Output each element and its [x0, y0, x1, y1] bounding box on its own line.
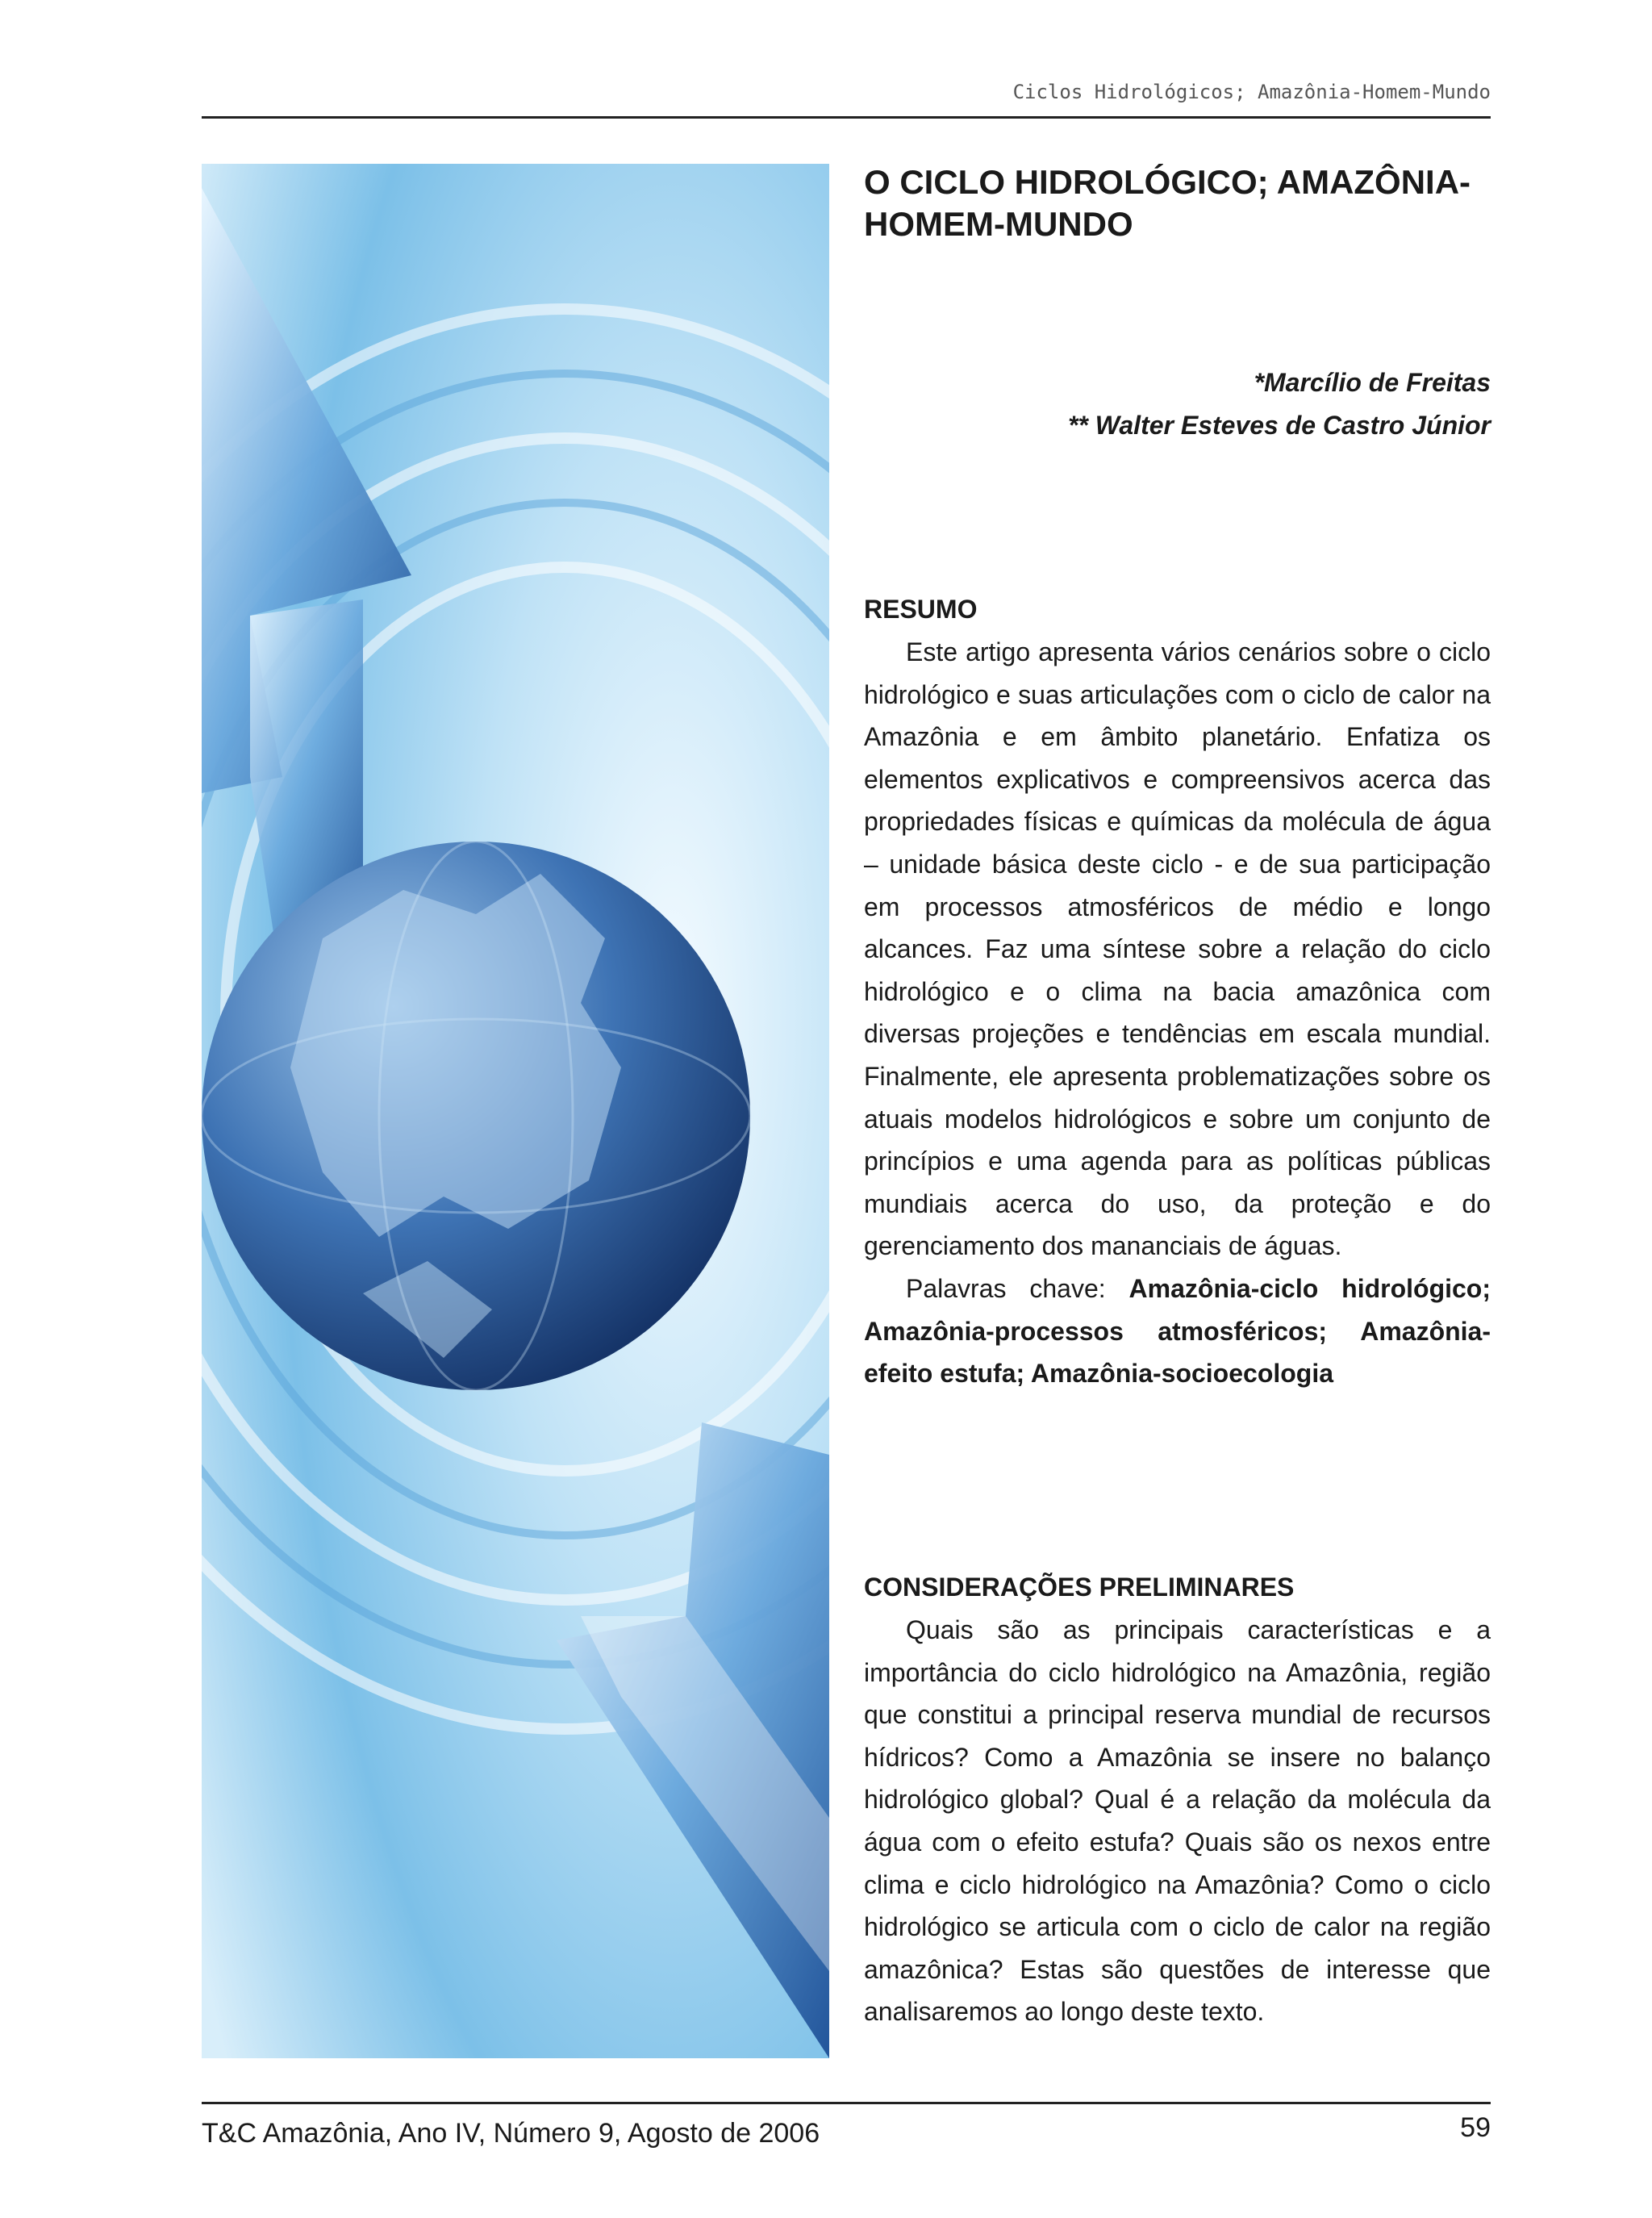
abstract-text: Este artigo apresenta vários cenários sobre o ciclo hidrológico e suas articulações com o ciclo de calor na Amazônia e em âmbito planetário. Enfatiza os elementos explicativos e compreensivos acerca das propriedades físicas e químicas da molécula de água – unidade básica deste ciclo - e de sua participação em processos atmosféricos de médio e longo alcances. Faz uma síntese sobre a relação do ciclo hidrológico e o clima na bacia amazônica com diversas projeções e tendências em escala mundial. Finalmente, ele apresenta problematizações sobre os atuais modelos hidrológicos e sobre um conjunto de princípios e uma agenda para as políticas públicas mundiais acerca do uso, da proteção e do gerenciamento dos mananciais de águas. [864, 637, 1491, 1261]
author-primary: *Marcílio de Freitas [1254, 368, 1491, 397]
header-rule [202, 116, 1491, 119]
preliminary-section [864, 1566, 1491, 2033]
page-number: 59 [1460, 2112, 1491, 2143]
journal-citation: T&C Amazônia, Ano IV, Número 9, Agosto de 2006 [202, 2118, 820, 2149]
keywords-values: Amazônia-ciclo hidrológico; Amazônia-processos atmosféricos; Amazônia-efeito estufa; Amazônia-socioecologia [864, 1273, 1491, 1389]
article-title: O CICLO HIDROLÓGICO; AMAZÔNIA-HOMEM-MUNDO [864, 163, 1471, 243]
author-list [864, 361, 1491, 447]
globe-arrows-illustration [202, 164, 829, 2058]
running-head: Ciclos Hidrológicos; Amazônia-Homem-Mundo [1012, 81, 1491, 103]
footer-rule [202, 2102, 1491, 2104]
abstract-heading: RESUMO [864, 595, 978, 624]
preliminary-heading: CONSIDERAÇÕES PRELIMINARES [864, 1573, 1295, 1602]
author-secondary: ** Walter Esteves de Castro Júnior [1067, 411, 1491, 440]
preliminary-text: Quais são as principais características e a importância do ciclo hidrológico na Amazônia, região que constitui a principal reserva mundial de recursos hídricos? Como a Amazônia se insere no balanço hidrológico global? Qual é a relação da molécula da água com o efeito estufa? Quais são os nexos entre clima e ciclo hidrológico na Amazônia? Como o ciclo hidrológico se articula com o ciclo de calor na região amazônica? Estas são questões de interesse que analisaremos ao longo deste texto. [864, 1615, 1491, 2027]
cover-illustration [202, 164, 829, 2058]
keywords-label: Palavras chave: [906, 1273, 1129, 1303]
abstract-section [864, 588, 1491, 1395]
keywords-paragraph [864, 1268, 1491, 1395]
